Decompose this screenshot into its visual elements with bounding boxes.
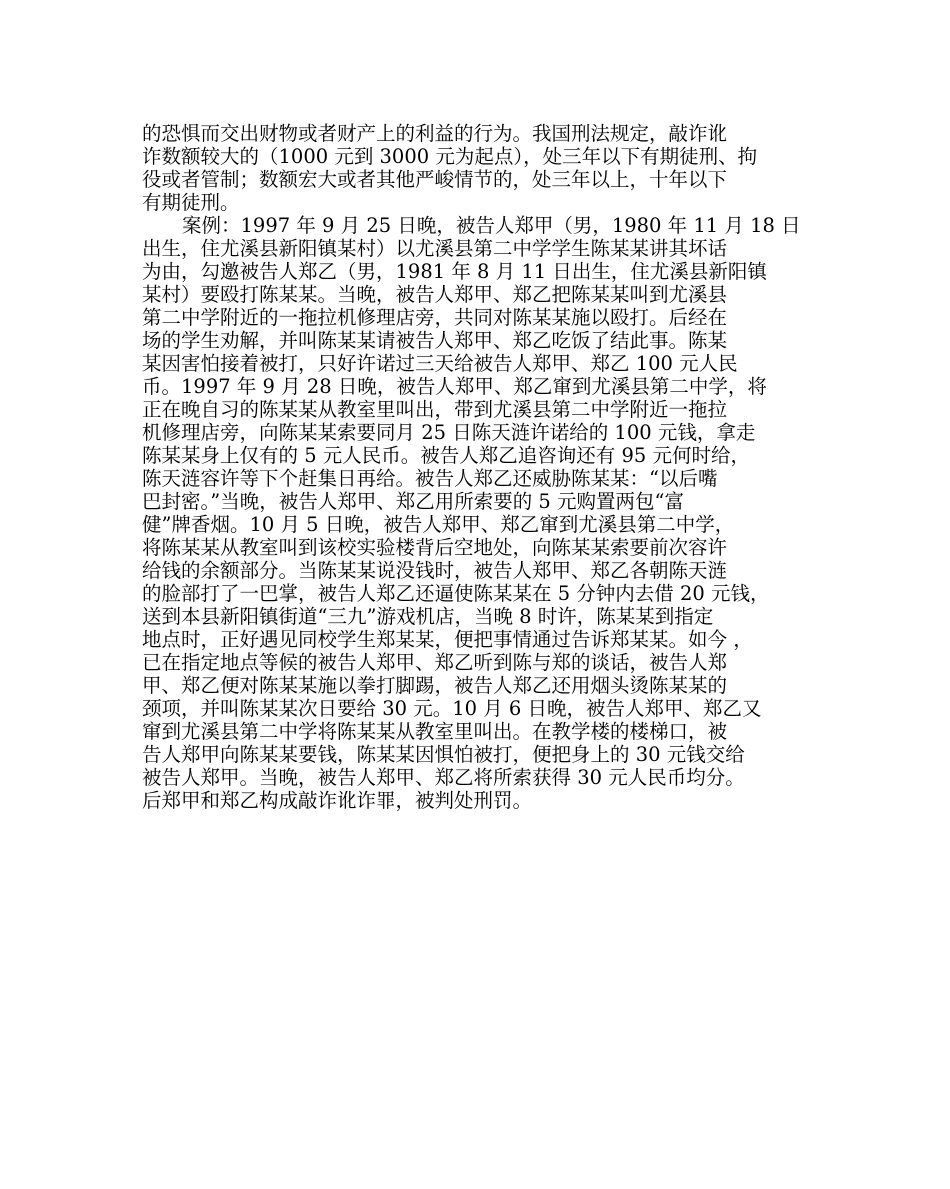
text-line-10: 场的学生劝解，并叫陈某某请被告人郑甲、郑乙吃饭了结此事。陈某	[142, 329, 728, 352]
text-line-24: 已在指定地点等候的被告人郑甲、郑乙听到陈与郑的谈话，被告人郑	[142, 651, 728, 674]
text-line-28: 告人郑甲向陈某某要钱，陈某某因惧怕被打，便把身上的 30 元钱交给	[142, 743, 745, 766]
text-line-14: 机修理店旁，向陈某某索要同月 25 日陈天涟许诺给的 100 元钱，拿走	[142, 421, 756, 444]
text-line-11: 某因害怕接着被打，只好许诺过三天给被告人郑甲、郑乙 100 元人民	[142, 352, 738, 375]
text-line-3: 役或者管制；数额宏大或者其他严峻情节的，处三年以上，十年以下	[142, 168, 728, 191]
text-line-18: 健”牌香烟。10 月 5 日晚，被告人郑甲、郑乙窜到尤溪县第二中学，	[142, 513, 735, 536]
text-line-17: 巴封密。”当晚，被告人郑甲、郑乙用所索要的 5 元购置两包“富	[142, 490, 684, 513]
text-line-8: 某村）要殴打陈某某。当晚，被告人郑甲、郑乙把陈某某叫到尤溪县	[142, 283, 728, 306]
text-line-21: 的脸部打了一巴掌，被告人郑乙还逼使陈某某在 5 分钟内去借 20 元钱，	[142, 582, 770, 605]
text-line-4: 有期徒刑。	[142, 191, 240, 214]
text-line-9: 第二中学附近的一拖拉机修理店旁，共同对陈某某施以殴打。后经在	[142, 306, 728, 329]
text-line-25: 甲、郑乙便对陈某某施以拳打脚踢，被告人郑乙还用烟头烫陈某某的	[142, 674, 728, 697]
text-line-16: 陈天涟容许等下个赶集日再给。被告人郑乙还威胁陈某某：“以后嘴	[142, 467, 718, 490]
text-line-19: 将陈某某从教室叫到该校实验楼背后空地处，向陈某某索要前次容许	[142, 536, 728, 559]
text-line-22: 送到本县新阳镇街道“三九”游戏机店，当晚 8 时许，陈某某到指定	[142, 605, 714, 628]
text-line-27: 窜到尤溪县第二中学将陈某某从教室里叫出。在教学楼的楼梯口，被	[142, 720, 728, 743]
text-line-30: 后郑甲和郑乙构成敲诈讹诈罪，被判处刑罚。	[142, 789, 533, 812]
text-line-26: 颈项，并叫陈某某次日要给 30 元。10 月 6 日晚，被告人郑甲、郑乙又	[142, 697, 762, 720]
text-line-29: 被告人郑甲。当晚，被告人郑甲、郑乙将所索获得 30 元人民币均分。	[142, 766, 745, 789]
text-line-1: 的恐惧而交出财物或者财产上的利益的行为。我国刑法规定，敲诈讹	[142, 122, 728, 145]
document-body	[142, 122, 812, 812]
text-line-20: 给钱的余额部分。当陈某某说没钱时，被告人郑甲、郑乙各朝陈天涟	[142, 559, 728, 582]
text-line-6: 出生，住尤溪县新阳镇某村）以尤溪县第二中学学生陈某某讲其坏话	[142, 237, 728, 260]
text-line-23: 地点时，正好遇见同校学生郑某某，便把事情通过告诉郑某某。如今 ，	[142, 628, 753, 651]
text-line-13: 正在晚自习的陈某某从教室里叫出，带到尤溪县第二中学附近一拖拉	[142, 398, 728, 421]
text-line-5: 案例：1997 年 9 月 25 日晚，被告人郑甲（男，1980 年 11 月 18 日	[182, 214, 801, 237]
text-line-2: 诈数额较大的（1000 元到 3000 元为起点），处三年以下有期徒刑、拘	[142, 145, 758, 168]
text-line-15: 陈某某身上仅有的 5 元人民币。被告人郑乙追咨询还有 95 元何时给，	[142, 444, 751, 467]
text-line-7: 为由，勾邀被告人郑乙（男，1981 年 8 月 11 日出生，住尤溪县新阳镇	[142, 260, 767, 283]
text-line-12: 币。1997 年 9 月 28 日晚，被告人郑甲、郑乙窜到尤溪县第二中学，将	[142, 375, 767, 398]
